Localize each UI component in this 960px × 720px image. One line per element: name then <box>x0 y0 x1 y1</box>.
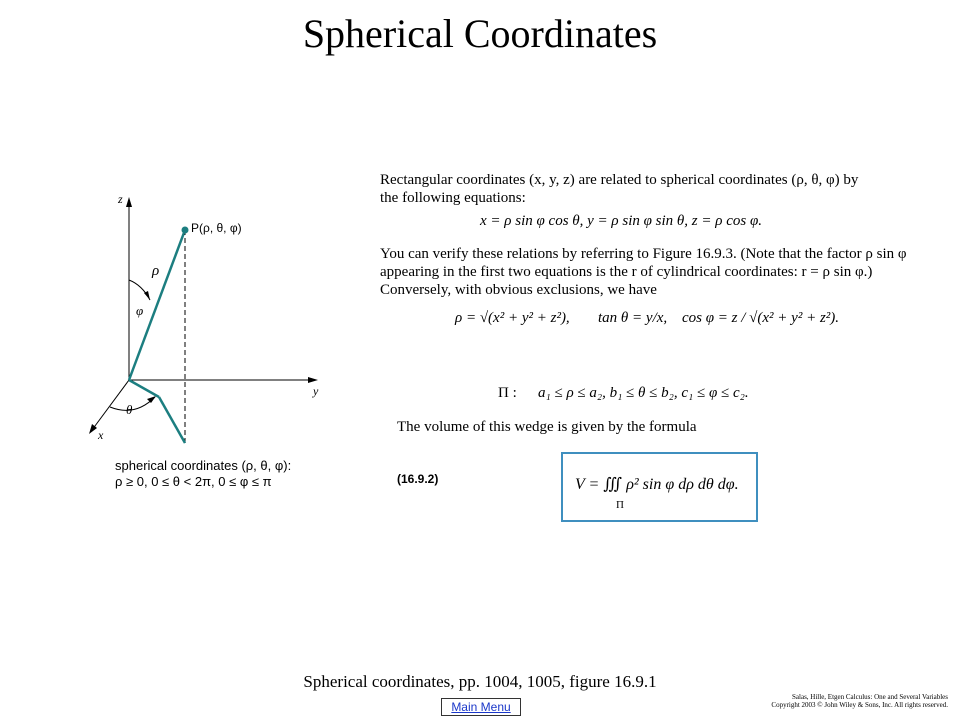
paragraph-1-line2: the following equations: <box>380 190 526 206</box>
credit-line2: Copyright 2003 © John Wiley & Sons, Inc. All rights reserved. <box>771 701 948 709</box>
equation-xyz: x = ρ sin φ cos θ, y = ρ sin φ sin θ, z = ρ cos φ. <box>480 213 763 229</box>
theta-label: θ <box>126 402 133 417</box>
formula-subscript: Π <box>616 499 624 511</box>
paragraph-2 <box>380 245 907 299</box>
paragraph-1-line1: Rectangular coordinates (x, y, z) are related to spherical coordinates (ρ, θ, φ) by <box>380 172 859 188</box>
wedge-label: Π : <box>498 385 517 401</box>
page-title: Spherical Coordinates <box>302 11 658 56</box>
y-arrow-icon <box>308 377 318 383</box>
phi-label: φ <box>136 303 144 318</box>
figure-caption-line1: spherical coordinates (ρ, θ, φ): <box>115 458 292 473</box>
x-axis-label: x <box>98 428 104 442</box>
slide-caption: Spherical coordinates, pp. 1004, 1005, figure 16.9.1 <box>303 672 657 691</box>
equation-rho: ρ = √(x² + y² + z²), <box>455 310 570 326</box>
equation-tan: tan θ = y/x, <box>598 310 668 326</box>
x-axis-line <box>92 380 129 430</box>
theta-arrow-icon <box>147 396 156 403</box>
figure-caption <box>115 458 291 490</box>
main-menu-link[interactable]: Main Menu <box>441 698 521 716</box>
projection-line-b <box>159 397 185 443</box>
copyright-credit <box>771 693 948 709</box>
equation-cos: cos φ = z / √(x² + y² + z²). <box>682 310 840 326</box>
z-arrow-icon <box>126 197 132 207</box>
rho-label: ρ <box>152 263 160 279</box>
point-p <box>182 227 189 234</box>
paragraph-2-line1: You can verify these relations by referring to Figure 16.9.3. (Note that the factor ρ sin φ <box>380 246 907 262</box>
formula-box <box>561 452 758 522</box>
projection-line-a <box>129 380 159 397</box>
wedge-equation: a₁ ≤ ρ ≤ a₂, b₁ ≤ θ ≤ b₂, c₁ ≤ φ ≤ c₂. <box>538 385 749 401</box>
figure-caption-line2: ρ ≥ 0, 0 ≤ θ < 2π, 0 ≤ φ ≤ π <box>115 474 272 489</box>
paragraph-2-line3: Conversely, with obvious exclusions, we have <box>380 282 657 298</box>
phi-arc <box>129 280 150 300</box>
credit-line1: Salas, Hille, Etgen Calculus: One and Several Variables <box>792 693 948 701</box>
paragraph-2-line2: appearing in the first two equations is the r of cylindrical coordinates: r = ρ sin φ.) <box>380 264 873 280</box>
paragraph-1 <box>380 171 858 207</box>
volume-text: The volume of this wedge is given by the formula <box>397 419 697 435</box>
formula-number: (16.9.2) <box>397 472 439 486</box>
point-label: P(ρ, θ, φ) <box>191 221 242 235</box>
z-axis-label: z <box>118 192 123 206</box>
y-axis-label: y <box>313 384 319 398</box>
spherical-figure <box>80 185 330 495</box>
volume-formula: V = ∭ ρ² sin φ dρ dθ dφ. <box>575 476 739 493</box>
